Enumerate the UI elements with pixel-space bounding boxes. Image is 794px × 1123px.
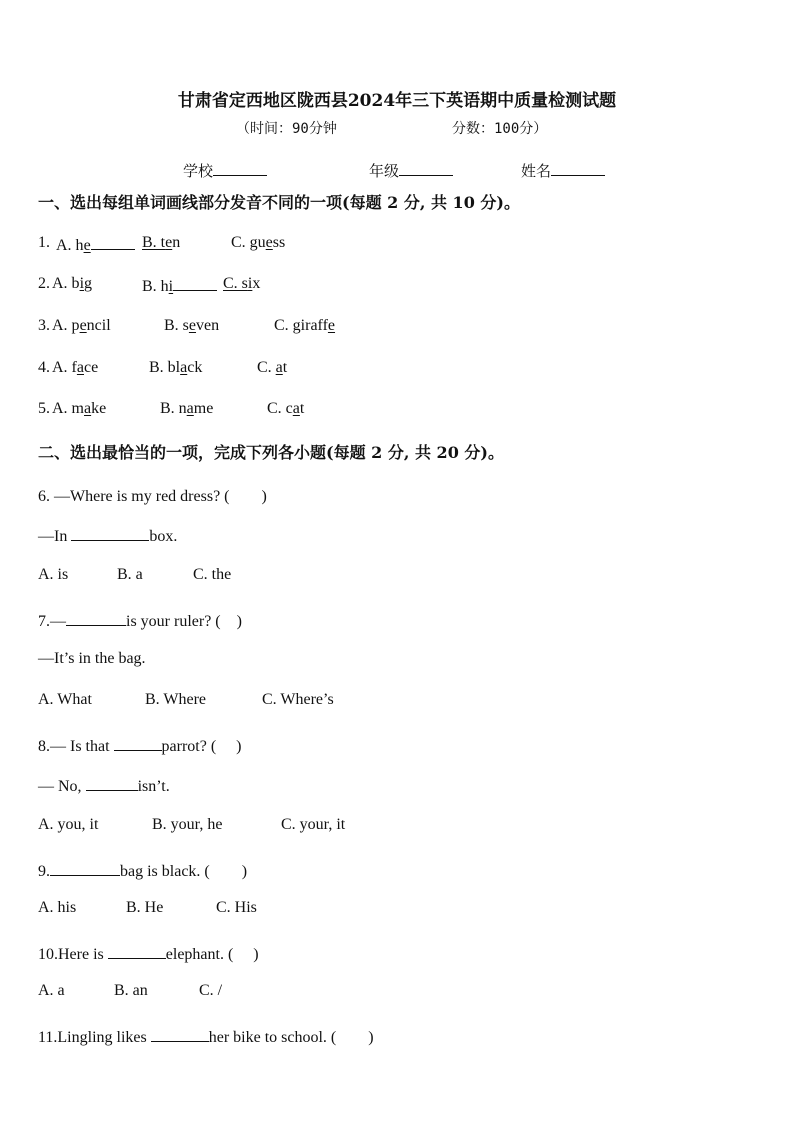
q8-option-a[interactable]: A. you, it	[38, 816, 99, 833]
q2-b-prefix: B. h	[142, 278, 169, 295]
q6-answer-blank[interactable]	[71, 525, 149, 541]
name-blank[interactable]	[551, 161, 605, 176]
q1-option-b[interactable]	[142, 234, 180, 252]
q3-c-prefix: C. giraff	[274, 317, 328, 334]
q7-option-a[interactable]: A. What	[38, 691, 92, 708]
q3-c-underlined: e	[327, 317, 336, 334]
q10-prompt-suffix: elephant. ( )	[165, 946, 259, 963]
q3-number: 3.	[38, 317, 50, 334]
question-7-response: —It’s in the bag.	[38, 650, 146, 667]
q6-option-c[interactable]: C. the	[193, 566, 232, 583]
school-label: 学校	[183, 162, 214, 180]
q9-prompt-suffix: bag is black. ( )	[120, 863, 248, 880]
q1-c-suffix: ss	[272, 234, 286, 251]
q2-a-prefix: A. b	[52, 275, 80, 292]
q1-b-suffix: n	[172, 234, 181, 251]
q1-option-c[interactable]	[231, 234, 285, 252]
q8-prompt-prefix: 8.— Is that	[38, 738, 114, 755]
q4-number: 4.	[38, 359, 50, 376]
q3-a-suffix: ncil	[86, 317, 111, 334]
q9-option-b[interactable]: B. He	[126, 899, 164, 916]
q4-b-suffix: ck	[187, 359, 203, 376]
question-8-response	[38, 775, 170, 796]
q1-a-line	[91, 234, 135, 250]
q9-option-c[interactable]: C. His	[216, 899, 257, 916]
q3-option-c[interactable]	[274, 317, 335, 335]
page-title: 甘肃省定西地区陇西县2024年三下英语期中质量检测试题	[177, 91, 617, 111]
time-label: （时间：90分钟	[236, 121, 337, 137]
q5-c-prefix: C. c	[267, 400, 293, 417]
q1-number: 1.	[38, 234, 50, 251]
q8-prompt-suffix: parrot? ( )	[161, 738, 242, 755]
q11-answer-blank[interactable]	[151, 1026, 209, 1042]
q5-a-suffix: ke	[91, 400, 107, 417]
name-field	[521, 160, 605, 181]
q11-prompt-suffix: her bike to school. ( )	[208, 1029, 374, 1046]
q6-response-prefix: —In	[38, 528, 72, 545]
q3-b-underlined: e	[188, 317, 197, 334]
question-8-prompt	[38, 733, 242, 756]
q10-option-c[interactable]: C. /	[199, 982, 223, 999]
q1-b-underlined: e	[165, 234, 173, 251]
q2-option-c[interactable]	[223, 275, 260, 293]
q1-c-prefix: C. gu	[231, 234, 266, 251]
q7-prompt-suffix: is your ruler? ( )	[126, 613, 242, 630]
q10-option-b[interactable]: B. an	[114, 982, 148, 999]
q1-a-text: A. h	[56, 237, 84, 254]
q2-c-prefix: C. s	[223, 275, 248, 292]
q5-b-suffix: me	[193, 400, 214, 417]
q2-c-underlined: i	[247, 275, 253, 292]
q7-option-c[interactable]: C. Where’s	[262, 691, 334, 708]
q8-option-c[interactable]: C. your, it	[281, 816, 346, 833]
q4-b-prefix: B. bl	[149, 359, 181, 376]
q5-c-underlined: a	[292, 400, 300, 417]
q3-option-b[interactable]	[164, 317, 219, 335]
q4-c-suffix: t	[282, 359, 288, 376]
section-1-heading: 一、选出每组单词画线部分发音不同的一项(每题 2 分, 共 10 分)。	[38, 193, 520, 212]
q4-c-underlined: a	[275, 359, 283, 376]
q4-a-suffix: ce	[84, 359, 99, 376]
q1-option-a[interactable]	[56, 234, 135, 255]
q2-option-b[interactable]	[142, 275, 217, 296]
q5-number: 5.	[38, 400, 50, 417]
q3-option-a[interactable]	[52, 317, 111, 335]
q10-option-a[interactable]: A. a	[38, 982, 65, 999]
question-9-prompt	[38, 858, 247, 881]
question-10-prompt	[38, 941, 259, 964]
school-blank[interactable]	[213, 161, 267, 176]
q4-a-prefix: A. f	[52, 359, 77, 376]
q2-a-underlined: i	[79, 275, 85, 292]
question-7-prompt	[38, 608, 242, 631]
q2-option-a[interactable]	[52, 275, 92, 293]
q8-option-b[interactable]: B. your, he	[152, 816, 223, 833]
q2-c-suffix: x	[252, 275, 261, 292]
q7-option-b[interactable]: B. Where	[145, 691, 207, 708]
question-11-prompt	[38, 1024, 374, 1047]
q3-a-underlined: e	[79, 317, 87, 334]
grade-label: 年级	[369, 162, 400, 180]
q9-answer-blank[interactable]	[50, 860, 120, 876]
q3-b-suffix: ven	[196, 317, 220, 334]
q5-b-underlined: a	[186, 400, 194, 417]
q1-b-prefix: B. t	[142, 234, 166, 251]
question-6-prompt: 6. —Where is my red dress? ( )	[38, 488, 267, 505]
q8-answer-blank-2[interactable]	[86, 775, 138, 791]
q5-a-underlined: a	[84, 400, 92, 417]
q10-prompt-prefix: 10.Here is	[38, 946, 108, 963]
q4-c-prefix: C.	[257, 359, 276, 376]
section-2-heading: 二、选出最恰当的一项，完成下列各小题(每题 2 分, 共 20 分)。	[38, 443, 504, 462]
q3-b-prefix: B. s	[164, 317, 189, 334]
q2-number: 2.	[38, 275, 50, 292]
name-label: 姓名	[521, 162, 552, 180]
q8-response-suffix: isn’t.	[137, 778, 170, 795]
score-label: 分数：100分）	[452, 121, 548, 137]
q7-answer-blank[interactable]	[66, 610, 126, 626]
q6-option-b[interactable]: B. a	[117, 566, 143, 583]
q8-answer-blank-1[interactable]	[114, 735, 162, 751]
q5-b-prefix: B. n	[160, 400, 187, 417]
q5-a-prefix: A. m	[52, 400, 84, 417]
q2-a-suffix: g	[84, 275, 93, 292]
q11-prompt-prefix: 11.Lingling likes	[38, 1029, 151, 1046]
question-6-response	[38, 525, 177, 546]
q9-option-a[interactable]: A. his	[38, 899, 77, 916]
q7-prompt-prefix: 7.—	[38, 613, 66, 630]
q5-option-c[interactable]	[267, 400, 304, 418]
q5-option-b[interactable]	[160, 400, 213, 418]
grade-field	[369, 160, 453, 181]
q5-option-a[interactable]	[52, 400, 106, 418]
q4-option-b[interactable]	[149, 359, 202, 377]
grade-blank[interactable]	[399, 161, 453, 176]
q6-response-suffix: box.	[149, 528, 178, 545]
q5-c-suffix: t	[299, 400, 305, 417]
q10-answer-blank[interactable]	[108, 943, 166, 959]
q2-b-underlined: i	[168, 278, 174, 295]
q8-response-prefix: — No,	[38, 778, 86, 795]
q1-a-underlined: e	[83, 237, 91, 254]
q6-option-a[interactable]: A. is	[38, 566, 69, 583]
q9-prompt-prefix: 9.	[38, 863, 50, 880]
q4-a-underlined: a	[76, 359, 84, 376]
q4-option-c[interactable]	[257, 359, 287, 377]
q2-b-line	[173, 275, 217, 291]
q3-a-prefix: A. p	[52, 317, 80, 334]
q4-option-a[interactable]	[52, 359, 98, 377]
q1-c-underlined: e	[265, 234, 273, 251]
school-field	[183, 160, 267, 181]
q4-b-underlined: a	[180, 359, 188, 376]
